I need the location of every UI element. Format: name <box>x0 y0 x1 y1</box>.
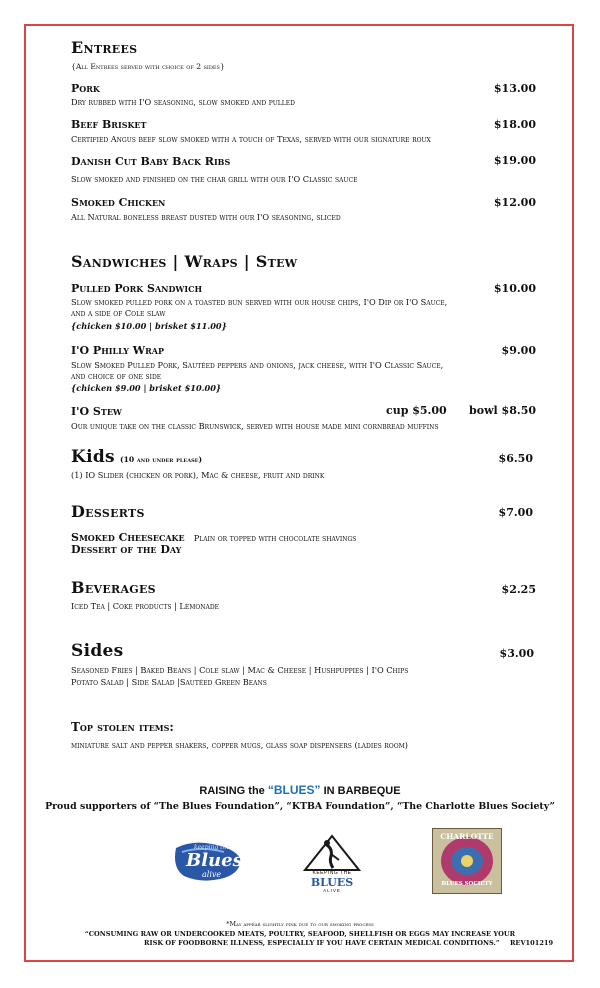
disclaimer-pink: *May appear slightly pink due to our smoking process <box>226 920 374 928</box>
disclaimer-consuming: “CONSUMING RAW OR UNDERCOOKED MEATS, POULTRY, SEAFOOD, SHELLFISH OR EGGS MAY INCREASE YOUR <box>84 930 516 938</box>
logo1-big: Blues <box>186 850 243 871</box>
stew-desc: Our unique take on the classic Brunswick, served with house made mini cornbread muffins <box>71 421 439 431</box>
entree-price: $18.00 <box>493 118 536 131</box>
stew-cup-price: cup $5.00 <box>386 404 447 417</box>
sandwich-name: I'O Philly Wrap <box>71 344 165 357</box>
disclaimer-risk-text: RISK OF FOODBORNE ILLNESS, ESPECIALLY IF YOU HAVE CERTAIN MEDICAL CONDITIONS.” <box>144 939 500 947</box>
raising-blues: “BLUES” <box>267 783 321 797</box>
logo2-bot: ALIVE <box>323 888 341 893</box>
logo2-big: BLUES <box>310 876 354 889</box>
sides-heading: Sides <box>71 641 124 661</box>
sandwich-desc: Slow smoked pulled pork on a toasted bun served with our house chips, I'O Dip or I'O Sauce, <box>71 297 448 307</box>
revision-code: REV101219 <box>509 939 554 947</box>
sides-line: Seasoned Fries | Baked Beans | Cole slaw | Mac & Cheese | Hushpuppies | I'O Chips <box>71 665 409 675</box>
kids-heading-row <box>71 447 202 467</box>
sandwich-options: {chicken $10.00 | brisket $11.00} <box>71 321 227 331</box>
beverages-desc: Iced Tea | Coke products | Lemonade <box>71 601 220 611</box>
raising-blues-line <box>0 783 600 797</box>
sides-price: $3.00 <box>499 647 534 660</box>
sandwich-price: $9.00 <box>501 344 536 357</box>
kids-price: $6.50 <box>498 452 533 465</box>
keeping-blues-alive-logo <box>172 840 244 882</box>
entree-name: Smoked Chicken <box>71 196 166 209</box>
logo3-top: CHARLOTTE <box>440 832 494 841</box>
entree-desc: Slow smoked and finished on the char grill with our I'O Classic sauce <box>71 174 358 184</box>
sandwich-options: {chicken $9.00 | brisket $10.00} <box>71 383 222 393</box>
logo1-small: keeping the <box>194 844 230 851</box>
beverages-price: $2.25 <box>501 583 536 596</box>
desserts-price: $7.00 <box>498 506 533 519</box>
entree-desc: Certified Angus beef slow smoked with a touch of Texas, served with our signature roux <box>71 134 431 144</box>
sandwiches-heading: Sandwiches | Wraps | Stew <box>71 252 298 271</box>
beverages-heading: Beverages <box>71 578 156 597</box>
entree-desc: Dry rubbed with I'O seasoning, slow smoked and pulled <box>71 97 295 107</box>
charlotte-blues-society-logo <box>432 828 502 894</box>
entree-name: Beef Brisket <box>71 118 147 131</box>
entree-price: $12.00 <box>493 196 536 209</box>
sandwich-desc: and a side of Cole slaw <box>71 308 166 318</box>
stew-name: I'O Stew <box>71 405 122 418</box>
dessert-name: Smoked Cheesecake <box>71 531 185 544</box>
kids-desc: (1) IO Slider (chicken or pork), Mac & cheese, fruit and drink <box>71 470 325 480</box>
logo2-top: KEEPING THE <box>312 870 352 876</box>
sandwich-desc: Slow Smoked Pulled Pork, Sautéed peppers and onions, jack cheese, with I'O Classic Sauce, <box>71 360 444 370</box>
entrees-subheading: {All Entrees served with choice of 2 sides} <box>71 62 225 71</box>
logo3-bot: BLUES SOCIETY <box>441 881 493 887</box>
kids-heading: Kids <box>71 447 115 467</box>
logo1-sub: alive <box>202 870 222 879</box>
sandwich-price: $10.00 <box>493 282 536 295</box>
raising-pre: RAISING the <box>199 785 268 797</box>
stolen-desc: miniature salt and pepper shakers, copper mugs, glass soap dispensers (ladies room) <box>71 740 408 750</box>
raising-post: IN BARBEQUE <box>320 785 401 797</box>
sides-line: Potato Salad | Side Salad |Sautéed Green Beans <box>71 677 267 687</box>
entree-desc: All Natural boneless breast dusted with our I'O seasoning, sliced <box>71 212 341 222</box>
kids-note: (10 and under please) <box>120 455 203 464</box>
entrees-heading: Entrees <box>71 38 138 57</box>
supporters-line: Proud supporters of “The Blues Foundation”, “KTBA Foundation”, “The Charlotte Blues Society” <box>45 801 555 812</box>
blues-foundation-logo <box>303 834 361 894</box>
entree-name: Danish Cut Baby Back Ribs <box>71 155 231 168</box>
sandwich-desc: and choice of one side <box>71 371 162 381</box>
stolen-heading: Top stolen items: <box>71 720 174 734</box>
sandwich-name: Pulled Pork Sandwich <box>71 282 203 295</box>
entree-name: Pork <box>71 82 100 95</box>
stew-bowl-price: bowl $8.50 <box>469 404 536 417</box>
disclaimer-risk <box>144 939 553 947</box>
desserts-heading: Desserts <box>71 502 145 521</box>
entree-price: $19.00 <box>493 154 536 167</box>
entree-price: $13.00 <box>493 82 536 95</box>
dessert-name: Dessert of the Day <box>71 543 182 556</box>
dessert-desc: Plain or topped with chocolate shavings <box>193 533 357 543</box>
